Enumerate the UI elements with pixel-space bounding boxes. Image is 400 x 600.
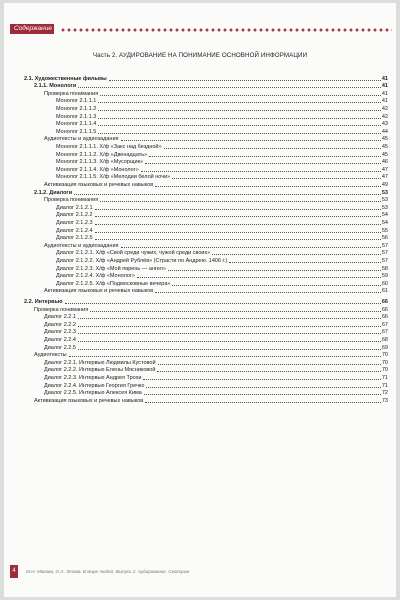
toc-entry-title: Проверка понимания bbox=[34, 306, 89, 313]
toc-entry-page: 70 bbox=[381, 359, 388, 366]
toc-dot-leader bbox=[90, 311, 381, 312]
toc-entry-page: 41 bbox=[381, 90, 388, 97]
toc-entry bbox=[56, 235, 388, 243]
toc-entry-page: 54 bbox=[381, 219, 388, 226]
toc-dot-leader bbox=[100, 95, 381, 96]
toc-entry-page: 66 bbox=[381, 314, 388, 321]
toc-entry-title: Проверка понимания bbox=[44, 90, 99, 97]
toc-entry-page: 41 bbox=[381, 83, 388, 90]
toc-entry-title: Монолог 2.1.1.5. Х/ф «Мелодии белой ночи» bbox=[56, 174, 171, 181]
toc-entry-title: Монолог 2.1.1.1 bbox=[56, 98, 97, 105]
toc-dot-leader bbox=[98, 133, 381, 134]
toc-entry bbox=[34, 83, 388, 91]
toc-entry-title: Диалог 2.2.2 bbox=[44, 321, 76, 328]
toc-entry-page: 67 bbox=[381, 329, 388, 336]
toc-entry-page: 42 bbox=[381, 113, 388, 120]
toc-dot-leader bbox=[95, 232, 381, 233]
toc-entry-page: 71 bbox=[381, 374, 388, 381]
toc-dot-leader bbox=[172, 178, 381, 179]
toc-entry-title: Аудиотексты и аудиозадания bbox=[44, 242, 119, 249]
toc-entry-page: 68 bbox=[381, 336, 388, 343]
toc-entry bbox=[44, 382, 388, 390]
toc-entry-page: 49 bbox=[381, 181, 388, 188]
toc-entry-title: Диалог 2.1.2.2 bbox=[56, 212, 93, 219]
toc-entry-title: 2.1.2. Диалоги bbox=[34, 189, 73, 196]
toc-entry-page: 47 bbox=[381, 166, 388, 173]
toc-entry-title: Аудиотексты bbox=[34, 352, 67, 359]
toc-entry bbox=[56, 250, 388, 258]
toc-entry-page: 61 bbox=[381, 288, 388, 295]
toc-entry-title: Диалог 2.1.2.4. Х/ф «Монолог» bbox=[56, 273, 135, 280]
toc-entry-title: Активизация языковых и речевых навыков bbox=[44, 288, 154, 295]
toc-entry-page: 45 bbox=[381, 136, 388, 143]
book-page bbox=[4, 3, 396, 597]
toc-dot-leader bbox=[98, 125, 381, 126]
toc-entry-page: 57 bbox=[381, 250, 388, 257]
toc-entry-page: 67 bbox=[381, 321, 388, 328]
toc-dot-leader bbox=[168, 270, 381, 271]
toc-dot-leader bbox=[100, 201, 381, 202]
toc-dot-leader bbox=[164, 148, 381, 149]
toc-entry bbox=[56, 280, 388, 288]
toc-entry-page: 41 bbox=[381, 75, 388, 82]
toc-entry-page: 54 bbox=[381, 212, 388, 219]
toc-entry bbox=[56, 105, 388, 113]
toc-entry-title: Диалог 2.2.4 bbox=[44, 336, 76, 343]
toc-dot-leader bbox=[78, 87, 381, 88]
toc-entry-title: Монолог 2.1.1.3. Х/ф «Мусорщик» bbox=[56, 159, 144, 166]
header-dot-rule bbox=[60, 28, 392, 32]
toc-entry bbox=[56, 151, 388, 159]
toc-entry-page: 56 bbox=[381, 235, 388, 242]
toc-entry-title: Диалог 2.2.3 bbox=[44, 329, 76, 336]
toc-entry-page: 70 bbox=[381, 352, 388, 359]
toc-dot-leader bbox=[158, 364, 381, 365]
toc-dot-leader bbox=[78, 349, 381, 350]
toc-entry-title: Активизация языковых и речевых навыков bbox=[44, 181, 154, 188]
toc-entry bbox=[56, 98, 388, 106]
toc-entry-page: 44 bbox=[381, 128, 388, 135]
toc-entry-title: Монолог 2.1.1.1. Х/ф «Закс над бездной» bbox=[56, 143, 162, 150]
toc-dot-leader bbox=[78, 341, 381, 342]
toc-dot-leader bbox=[229, 262, 381, 263]
toc-entry bbox=[34, 189, 388, 197]
toc-entry bbox=[34, 352, 388, 360]
toc-entry-title: Монолог 2.1.1.5 bbox=[56, 128, 97, 135]
toc-entry-title: Диалог 2.2.2. Интервью Елены Мясниковой bbox=[44, 367, 156, 374]
toc-entry-title: Диалог 2.1.2.3. Х/ф «Мой парень — ангел» bbox=[56, 265, 166, 272]
toc-entry-page: 59 bbox=[381, 273, 388, 280]
toc-entry-title: 2.2. Интервью bbox=[24, 298, 63, 305]
toc-dot-leader bbox=[65, 303, 381, 304]
toc-dot-leader bbox=[155, 292, 381, 293]
footer-citation: М.Н. Макова, О.А. Этова. В мире людей. Выпуск 2. Аудирование. Смотрим bbox=[26, 569, 190, 574]
toc-dot-leader bbox=[98, 118, 381, 119]
toc-dot-leader bbox=[155, 186, 381, 187]
toc-dot-leader bbox=[141, 171, 381, 172]
toc-entry-title: Диалог 2.2.5 bbox=[44, 344, 76, 351]
toc-entry-title: Монолог 2.1.1.4 bbox=[56, 121, 97, 128]
toc-entry bbox=[56, 273, 388, 281]
toc-entry-title: Монолог 2.1.1.2 bbox=[56, 105, 97, 112]
toc-entry-title: Диалог 2.1.2.5. Х/ф «Подмосковные вечера» bbox=[56, 280, 171, 287]
toc-entry bbox=[24, 298, 388, 306]
toc-entry bbox=[34, 397, 388, 405]
toc-entry bbox=[44, 242, 388, 250]
toc-dot-leader bbox=[172, 285, 380, 286]
toc-entry-title: Проверка понимания bbox=[44, 197, 99, 204]
toc-dot-leader bbox=[98, 110, 381, 111]
toc-dot-leader bbox=[109, 80, 381, 81]
toc-dot-leader bbox=[98, 102, 381, 103]
toc-entry bbox=[56, 265, 388, 273]
toc-entry-page: 53 bbox=[381, 197, 388, 204]
toc-dot-leader bbox=[145, 402, 381, 403]
toc-entry-page: 45 bbox=[381, 143, 388, 150]
toc-entry-title: Диалог 2.1.2.2. Х/ф «Андрей Рублёв» (Страсти по Андрею. 1406 г.) bbox=[56, 257, 228, 264]
toc-dot-leader bbox=[157, 371, 380, 372]
page-number: 4 bbox=[10, 565, 18, 578]
toc-entry-page: 70 bbox=[381, 367, 388, 374]
toc-entry bbox=[56, 257, 388, 265]
toc-entry bbox=[44, 367, 388, 375]
toc-entry-title: Монолог 2.1.1.3 bbox=[56, 113, 97, 120]
toc-entry bbox=[56, 174, 388, 182]
toc-entry-title: 2.1. Художественные фильмы bbox=[24, 75, 107, 82]
toc-entry-page: 45 bbox=[381, 151, 388, 158]
toc-entry-page: 57 bbox=[381, 242, 388, 249]
toc-entry-page: 43 bbox=[381, 121, 388, 128]
toc-dot-leader bbox=[145, 163, 381, 164]
toc-entry bbox=[44, 359, 388, 367]
toc-entry-page: 66 bbox=[381, 306, 388, 313]
toc-dot-leader bbox=[95, 209, 381, 210]
toc-dot-leader bbox=[74, 194, 381, 195]
toc-dot-leader bbox=[144, 394, 381, 395]
toc-entry bbox=[56, 212, 388, 220]
toc-entry bbox=[44, 336, 388, 344]
toc-entry-title: Активизация языковых и речевых навыков bbox=[34, 397, 144, 404]
toc-entry-page: 53 bbox=[381, 204, 388, 211]
toc-dot-leader bbox=[137, 277, 381, 278]
toc-entry bbox=[56, 219, 388, 227]
toc-entry bbox=[56, 227, 388, 235]
toc-dot-leader bbox=[212, 254, 381, 255]
toc-entry bbox=[56, 143, 388, 151]
toc-entry-page: 46 bbox=[381, 159, 388, 166]
toc-entry bbox=[44, 314, 388, 322]
toc-entry-page: 60 bbox=[381, 280, 388, 287]
toc-entry-page: 66 bbox=[381, 298, 388, 305]
toc-entry bbox=[44, 181, 388, 189]
toc-dot-leader bbox=[95, 224, 381, 225]
toc-entry-page: 42 bbox=[381, 105, 388, 112]
toc-entry-title: Монолог 2.1.1.4. Х/ф «Монолог» bbox=[56, 166, 139, 173]
toc-dot-leader bbox=[78, 318, 381, 319]
toc-entry-title: Диалог 2.2.1 bbox=[44, 314, 76, 321]
toc-entry bbox=[44, 329, 388, 337]
toc-entry bbox=[44, 136, 388, 144]
toc-entry-page: 53 bbox=[381, 189, 388, 196]
toc-entry-title: Монолог 2.1.1.2. Х/ф «Двенадцать» bbox=[56, 151, 148, 158]
toc-entry-title: Диалог 2.2.4. Интервью Георгия Гречко bbox=[44, 382, 145, 389]
toc-entry-page: 55 bbox=[381, 227, 388, 234]
toc-dot-leader bbox=[78, 326, 381, 327]
toc-entry-page: 41 bbox=[381, 98, 388, 105]
toc-dot-leader bbox=[121, 247, 381, 248]
toc-entry-title: Диалог 2.1.2.4 bbox=[56, 227, 93, 234]
toc-entry bbox=[56, 204, 388, 212]
toc-entry bbox=[44, 197, 388, 205]
toc-entry-title: Диалог 2.1.2.5 bbox=[56, 235, 93, 242]
toc-entry-title: Диалог 2.2.1. Интервью Людмилы Кустовой bbox=[44, 359, 156, 366]
toc-entry bbox=[56, 166, 388, 174]
toc-entry-page: 71 bbox=[381, 382, 388, 389]
toc-dot-leader bbox=[149, 156, 381, 157]
toc-dot-leader bbox=[69, 356, 381, 357]
toc-entry bbox=[56, 128, 388, 136]
toc-entry bbox=[56, 159, 388, 167]
part-title: Часть 2. АУДИРОВАНИЕ НА ПОНИМАНИЕ ОСНОВНОЙ ИНФОРМАЦИИ bbox=[92, 52, 308, 59]
toc-dot-leader bbox=[78, 333, 381, 334]
toc-dot-leader bbox=[146, 387, 380, 388]
toc-entry bbox=[34, 306, 388, 314]
toc-entry-page: 69 bbox=[381, 344, 388, 351]
toc-entry-title: Диалог 2.2.3. Интервью Андрея Трохи bbox=[44, 374, 142, 381]
toc-entry-title: Диалог 2.1.2.1 bbox=[56, 204, 93, 211]
toc-dot-leader bbox=[95, 239, 381, 240]
toc-entry bbox=[44, 344, 388, 352]
toc-entry bbox=[44, 90, 388, 98]
toc-entry bbox=[44, 321, 388, 329]
toc-entry-title: Диалог 2.1.2.1. Х/ф «Свой среди чужих, чужой среди своих» bbox=[56, 250, 211, 257]
toc-entry-page: 58 bbox=[381, 265, 388, 272]
contents-tab: Содержание bbox=[10, 24, 54, 34]
toc-entry bbox=[56, 121, 388, 129]
toc-entry-page: 47 bbox=[381, 174, 388, 181]
toc-entry-title: Аудиотексты и аудиозадания bbox=[44, 136, 119, 143]
toc-entry-page: 57 bbox=[381, 257, 388, 264]
toc-entry-page: 73 bbox=[381, 397, 388, 404]
toc-dot-leader bbox=[121, 140, 381, 141]
toc-entry bbox=[44, 288, 388, 296]
toc-entry bbox=[44, 390, 388, 398]
toc-entry-title: Диалог 2.2.5. Интервью Алексея Кима bbox=[44, 390, 142, 397]
toc-entry bbox=[56, 113, 388, 121]
toc-entry-title: Диалог 2.1.2.3 bbox=[56, 219, 93, 226]
toc-entry bbox=[44, 374, 388, 382]
toc-dot-leader bbox=[143, 379, 380, 380]
toc-entry-page: 72 bbox=[381, 390, 388, 397]
toc-entry-title: 2.1.1. Монологи bbox=[34, 83, 77, 90]
toc-entry bbox=[24, 75, 388, 83]
toc-dot-leader bbox=[95, 216, 381, 217]
